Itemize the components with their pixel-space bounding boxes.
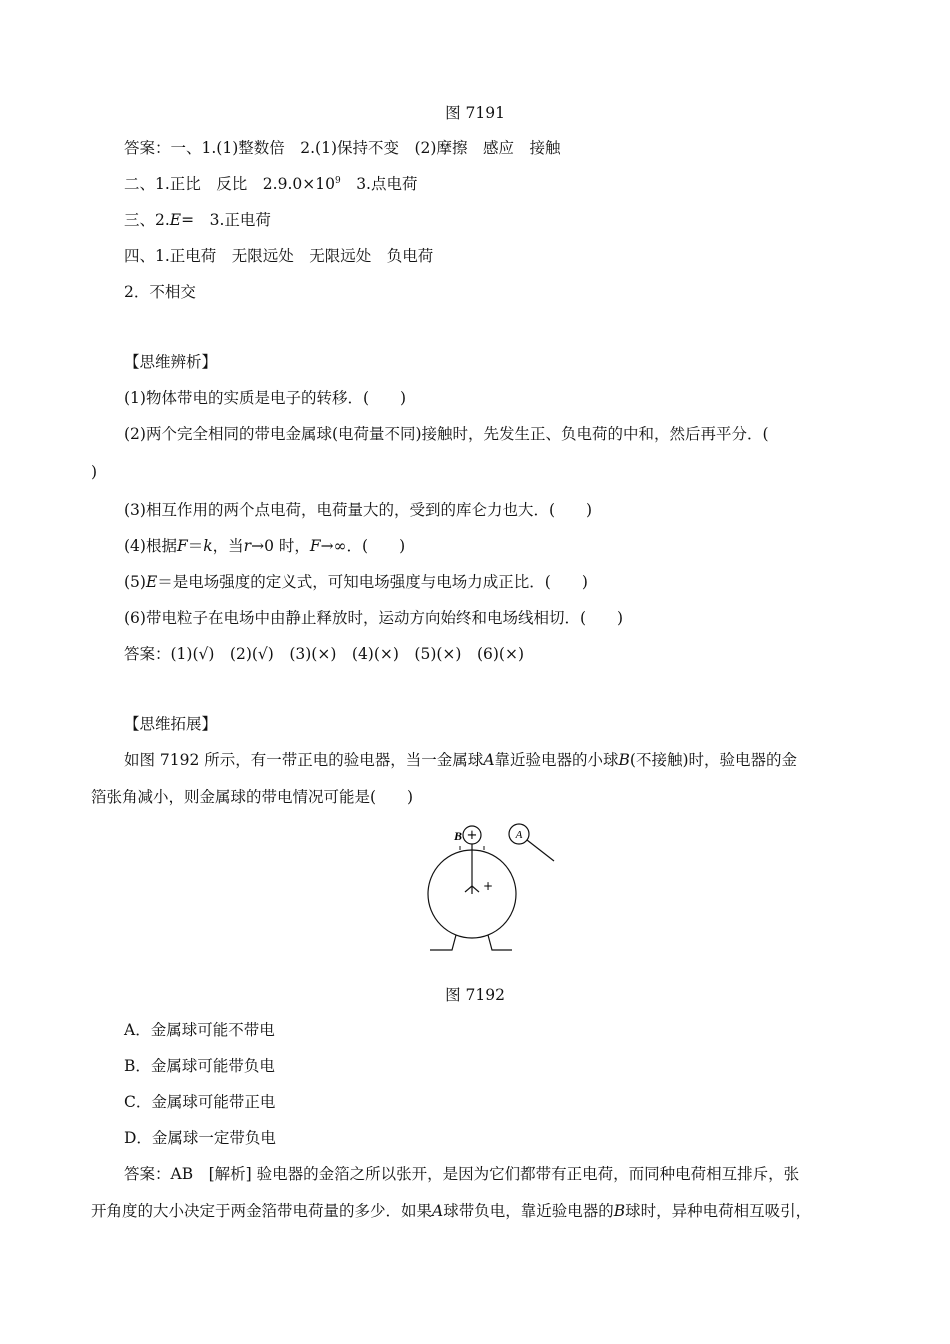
question-5-number: (5): [124, 573, 146, 591]
problem-text-a: 如图 7192 所示，有一带正电的验电器，当一金属球: [124, 751, 484, 769]
variable-E: E: [169, 211, 182, 229]
answer-line-3-tail: = 3.正电荷: [181, 211, 271, 229]
answer-line-2: [124, 173, 417, 195]
answer-line-2-text: 二、1.正比 反比 2.9.0×10: [124, 175, 335, 193]
section-heading-extension: 【思维拓展】: [124, 715, 218, 733]
answer-line-2-tail: 3.点电荷: [340, 175, 418, 193]
option-a: A．金属球可能不带电: [124, 1021, 275, 1039]
variable-F: F: [176, 537, 188, 555]
question-2: (2)两个完全相同的带电金属球(电荷量不同)接触时，先发生正、负电荷的中和，然后再平分．(: [124, 425, 769, 443]
insulating-handle: [527, 840, 554, 861]
question-1: (1)物体带电的实质是电子的转移．( ): [124, 389, 407, 407]
explanation-text-b: 球带负电，靠近验电器的: [443, 1202, 614, 1220]
variable-r: r: [243, 537, 252, 555]
variable-A-2: A: [432, 1202, 444, 1220]
figure-caption-7191: 图 7191: [445, 104, 505, 122]
question-4: [124, 535, 405, 557]
figure-caption-7192: 图 7192: [445, 986, 505, 1004]
problem-text-line-2: 箔张角减小，则金属球的带电情况可能是( ): [91, 788, 414, 806]
answer-line-5: 2．不相交: [124, 283, 196, 301]
question-5-text: ＝是电场强度的定义式，可知电场强度与电场力成正比．( ): [157, 573, 588, 591]
answer-line-4: 四、1.正电荷 无限远处 无限远处 负电荷: [124, 247, 434, 265]
problem-text-c: (不接触)时，验电器的金: [629, 751, 798, 769]
question-3: (3)相互作用的两个点电荷，电荷量大的，受到的库仑力也大．( ): [124, 501, 593, 519]
equals-sign: ＝: [187, 537, 204, 555]
electroscope-figure: [420, 818, 570, 958]
explanation-text-a: 开角度的大小决定于两金箔带电荷量的多少．如果: [91, 1202, 433, 1220]
thinking-answer: 答案：(1)(√) (2)(√) (3)(×) (4)(×) (5)(×) (6)(×): [124, 645, 525, 663]
exponent: 9: [334, 176, 341, 186]
variable-A: A: [483, 751, 495, 769]
option-b: B．金属球可能带负电: [124, 1057, 275, 1075]
label-A: A: [515, 829, 523, 841]
variable-F-2: F: [309, 537, 321, 555]
explanation-line-1: 答案：AB [解析] 验电器的金箔之所以张开，是因为它们都带有正电荷，而同种电荷相互排斥，张: [124, 1165, 800, 1183]
right-leg: [488, 935, 512, 950]
left-leg: [430, 935, 456, 950]
foil-right: [472, 886, 479, 892]
variable-E-2: E: [145, 573, 158, 591]
question-6: (6)带电粒子在电场中由静止释放时，运动方向始终和电场线相切．( ): [124, 609, 624, 627]
question-2-continuation: ): [91, 463, 98, 481]
variable-B: B: [618, 751, 630, 769]
explanation-text-c: 球时，异种电荷相互吸引，: [625, 1202, 812, 1220]
question-4-text: (4)根据: [124, 537, 177, 555]
option-c: C．金属球可能带正电: [124, 1093, 276, 1111]
variable-B-2: B: [613, 1202, 626, 1220]
question-4-text-4: →∞．( ): [320, 537, 406, 555]
plus-sign-inner: +: [483, 879, 494, 893]
section-heading-thinking: 【思维辨析】: [124, 353, 218, 371]
question-4-text-3: →0 时，: [251, 537, 310, 555]
option-d: D．金属球一定带负电: [124, 1129, 276, 1147]
plus-sign-top: +: [466, 828, 478, 843]
answer-line-3: [124, 209, 271, 231]
question-4-text-2: ，当: [212, 537, 244, 555]
variable-k: k: [203, 537, 213, 555]
problem-text-line-1: [124, 749, 797, 771]
question-5: [124, 571, 588, 593]
foil-left: [465, 886, 472, 892]
problem-text-b: 靠近验电器的小球: [494, 751, 619, 769]
answer-line-3-text: 三、2.: [124, 211, 170, 229]
explanation-line-2: [91, 1200, 811, 1222]
answer-line-1: 答案：一、1.(1)整数倍 2.(1)保持不变 (2)摩擦 感应 接触: [124, 139, 561, 157]
label-B: B: [454, 829, 463, 843]
